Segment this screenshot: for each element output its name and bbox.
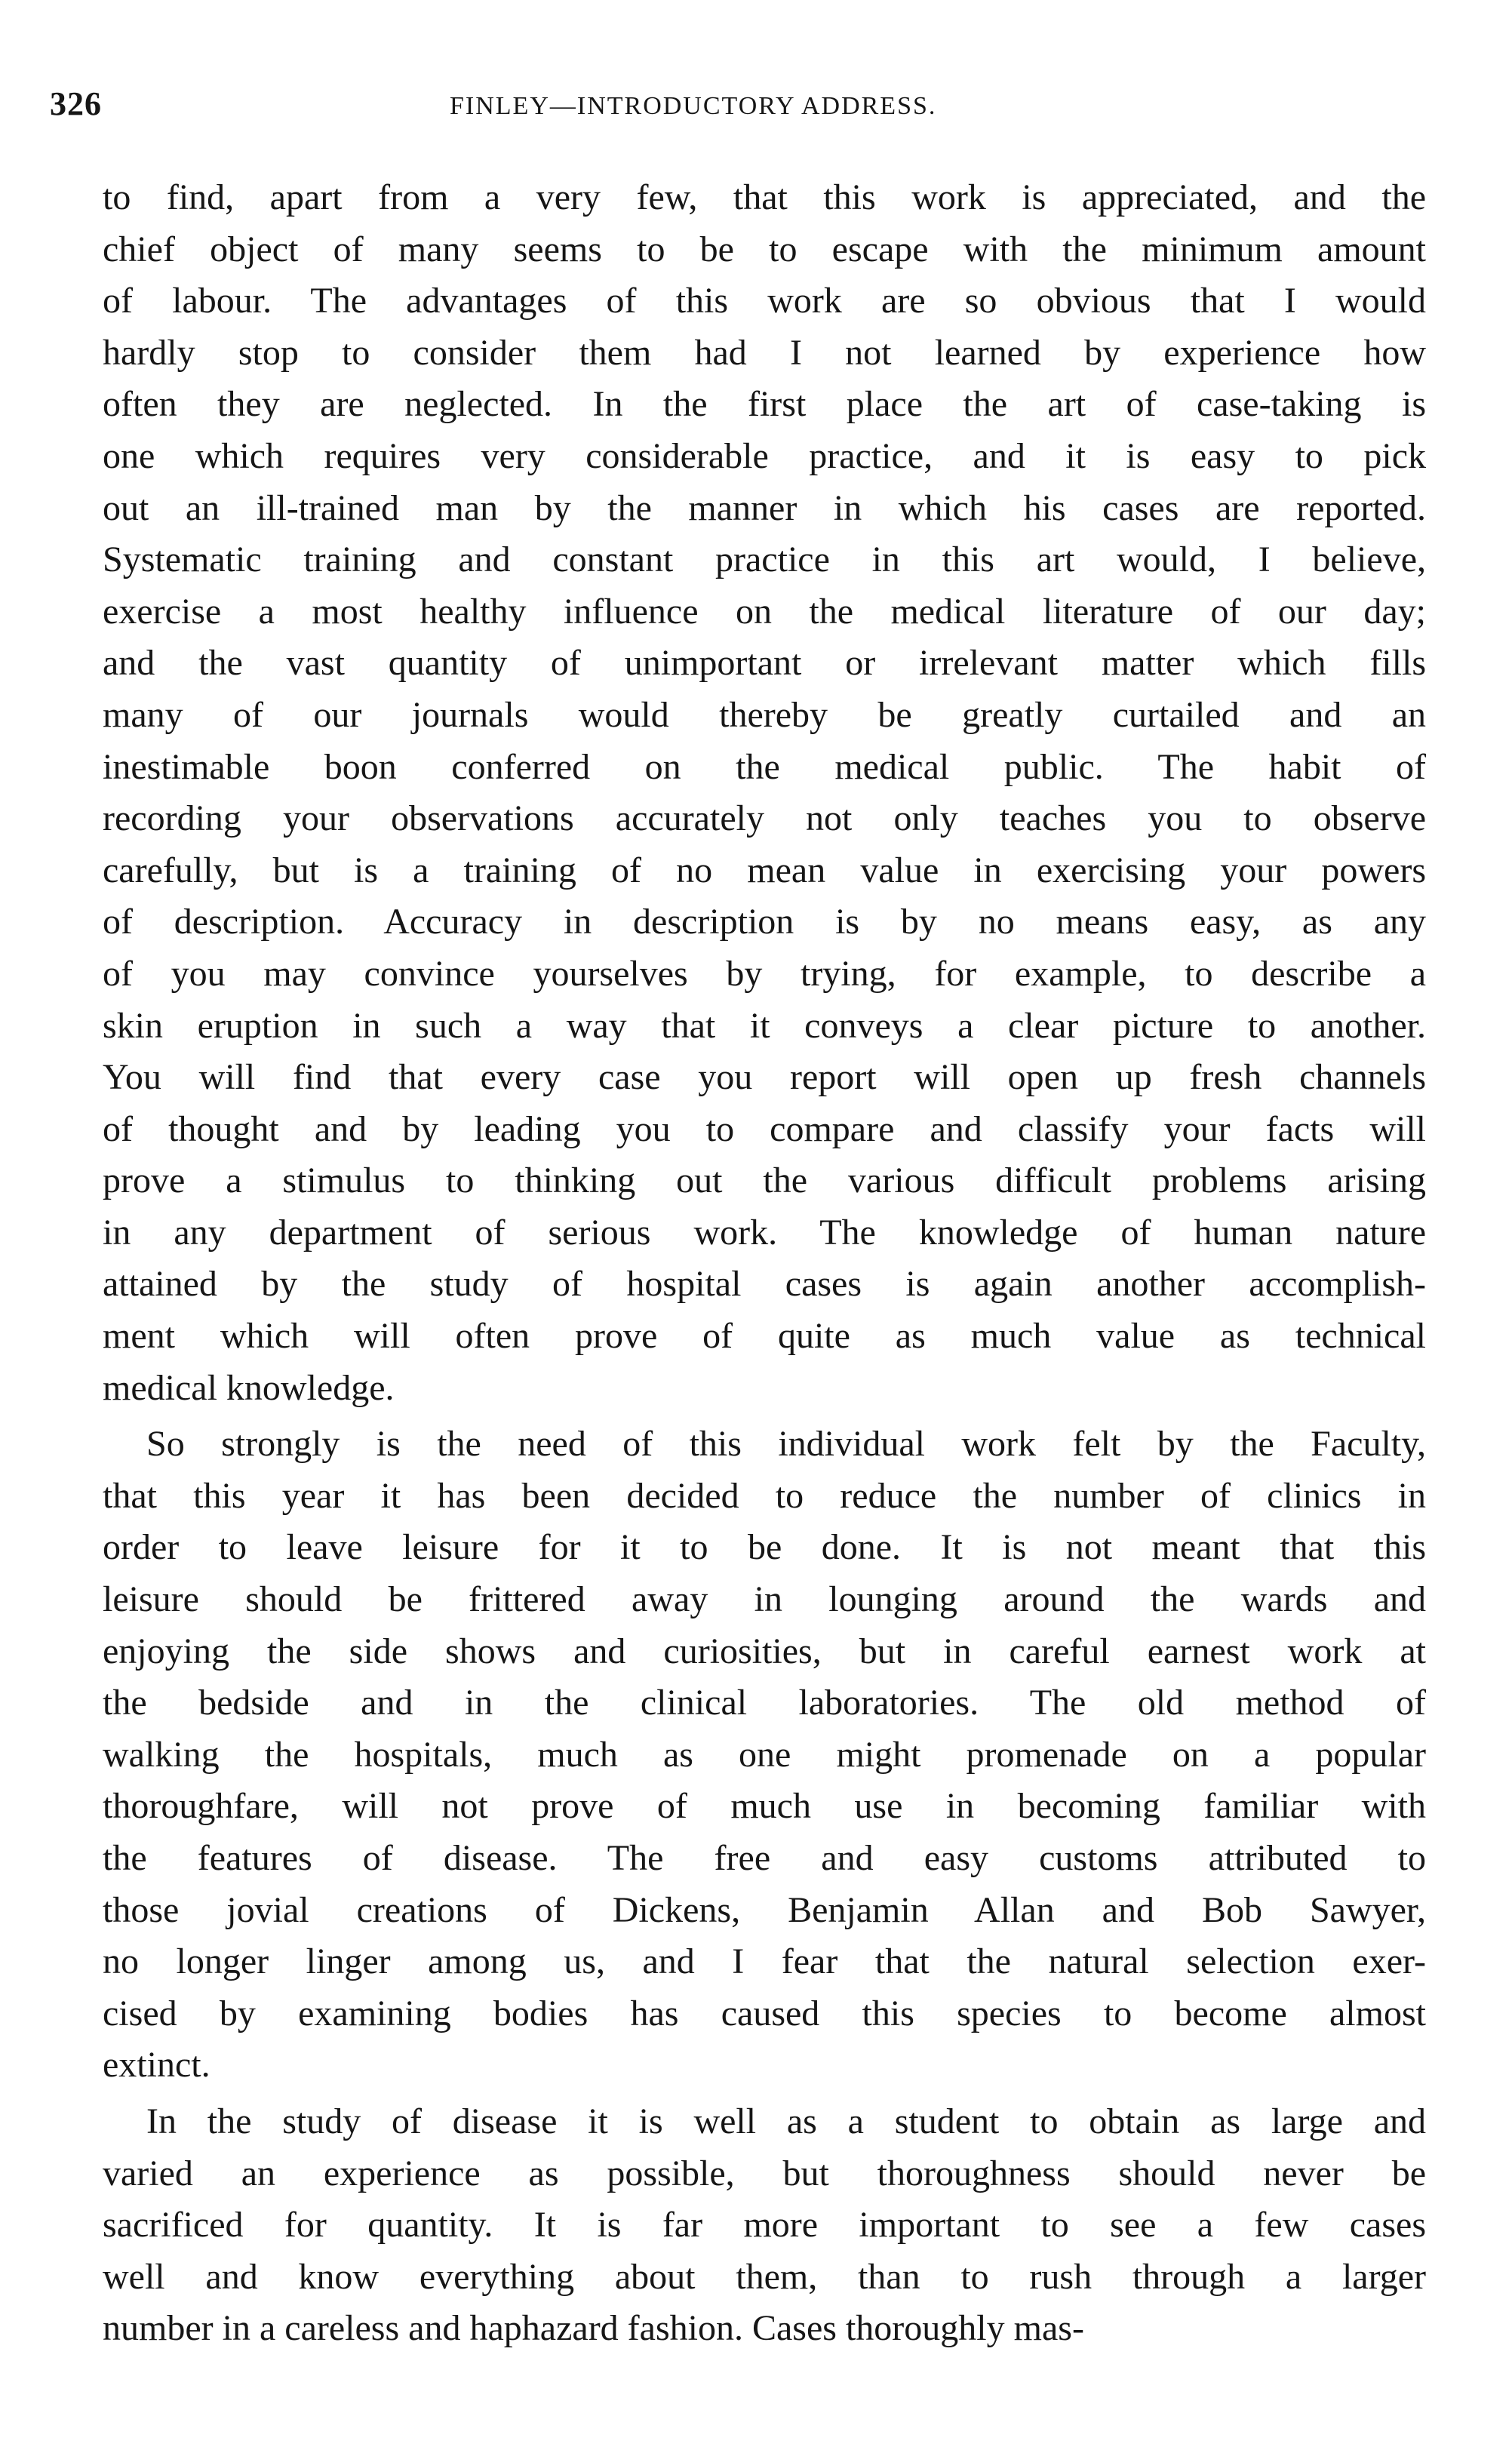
text-line: thoroughfare, will not prove of much use in becoming familiar with bbox=[103, 1786, 1426, 1827]
text-line: order to leave leisure for it to be done. It is not meant that this bbox=[103, 1527, 1426, 1568]
paragraph bbox=[103, 1419, 1426, 2092]
text-line: often they are neglected. In the first place the art of case-taking is bbox=[103, 384, 1426, 425]
text-line: carefully, but is a training of no mean value in exercising your powers bbox=[103, 850, 1426, 890]
paragraph bbox=[103, 2096, 1426, 2355]
text-line: exercise a most healthy influence on the medical literature of our day; bbox=[103, 591, 1426, 632]
text-line: well and know everything about them, than to rush through a larger bbox=[103, 2256, 1426, 2297]
text-line: medical knowledge. bbox=[103, 1367, 395, 1408]
text-line: chief object of many seems to be to escape with the minimum amount bbox=[103, 229, 1426, 269]
text-line: varied an experience as possible, but thoroughness should never be bbox=[103, 2153, 1426, 2193]
text-line: the bedside and in the clinical laboratories. The old method of bbox=[103, 1683, 1426, 1723]
text-line: extinct. bbox=[103, 2045, 211, 2086]
text-line: out an ill-trained man by the manner in which his cases are reported. bbox=[103, 487, 1426, 528]
body-text bbox=[103, 172, 1426, 2355]
text-line: prove a stimulus to thinking out the various difficult problems arising bbox=[103, 1160, 1426, 1201]
text-line: attained by the study of hospital cases is again another accomplish- bbox=[103, 1264, 1426, 1305]
text-line: of labour. The advantages of this work are so obvious that I would bbox=[103, 281, 1426, 321]
paragraph bbox=[103, 172, 1426, 1414]
text-line: enjoying the side shows and curiosities, but in careful earnest work at bbox=[103, 1631, 1426, 1671]
text-line: leisure should be frittered away in lounging around the wards and bbox=[103, 1579, 1426, 1620]
text-line: sacrificed for quantity. It is far more important to see a few cases bbox=[103, 2205, 1426, 2246]
text-line: one which requires very considerable practice, and it is easy to pick bbox=[103, 435, 1426, 476]
text-line: ment which will often prove of quite as much value as technical bbox=[103, 1316, 1426, 1357]
text-line: walking the hospitals, much as one might promenade on a popular bbox=[103, 1734, 1426, 1775]
text-line: You will find that every case you report will open up fresh channels bbox=[103, 1057, 1426, 1098]
text-line: inestimable boon conferred on the medical public. The habit of bbox=[103, 746, 1426, 787]
text-line: of description. Accuracy in description is by no means easy, as any bbox=[103, 902, 1426, 942]
text-line: of you may convince yourselves by trying, for example, to describe a bbox=[103, 953, 1426, 994]
text-line: no longer linger among us, and I fear that the natural selection exer- bbox=[103, 1941, 1426, 1982]
text-line: In the study of disease it is well as a student to obtain as large and bbox=[146, 2101, 1426, 2141]
page-header bbox=[50, 85, 1408, 130]
running-title: FINLEY—INTRODUCTORY ADDRESS. bbox=[450, 92, 937, 120]
text-line: and the vast quantity of unimportant or irrelevant matter which fills bbox=[103, 643, 1426, 684]
text-line: many of our journals would thereby be greatly curtailed and an bbox=[103, 694, 1426, 735]
text-line: hardly stop to consider them had I not learned by experience how bbox=[103, 332, 1426, 373]
text-line: in any department of serious work. The knowledge of human nature bbox=[103, 1212, 1426, 1253]
text-line: cised by examining bodies has caused this species to become almost bbox=[103, 1993, 1426, 2033]
text-line: to find, apart from a very few, that this work is appreciated, and the bbox=[103, 177, 1426, 217]
text-line: number in a careless and haphazard fashion. Cases thoroughly mas- bbox=[103, 2308, 1084, 2349]
text-line: So strongly is the need of this individual work felt by the Faculty, bbox=[146, 1424, 1426, 1465]
text-line: that this year it has been decided to reduce the number of clinics in bbox=[103, 1475, 1426, 1516]
text-line: those jovial creations of Dickens, Benjamin Allan and Bob Sawyer, bbox=[103, 1889, 1426, 1930]
text-line: Systematic training and constant practice in this art would, I believe, bbox=[103, 539, 1426, 580]
page-number: 326 bbox=[50, 85, 102, 122]
text-line: of thought and by leading you to compare and classify your facts will bbox=[103, 1108, 1426, 1149]
text-line: the features of disease. The free and easy customs attributed to bbox=[103, 1838, 1426, 1878]
text-line: recording your observations accurately not only teaches you to observe bbox=[103, 798, 1426, 839]
text-line: skin eruption in such a way that it conveys a clear picture to another. bbox=[103, 1005, 1426, 1046]
